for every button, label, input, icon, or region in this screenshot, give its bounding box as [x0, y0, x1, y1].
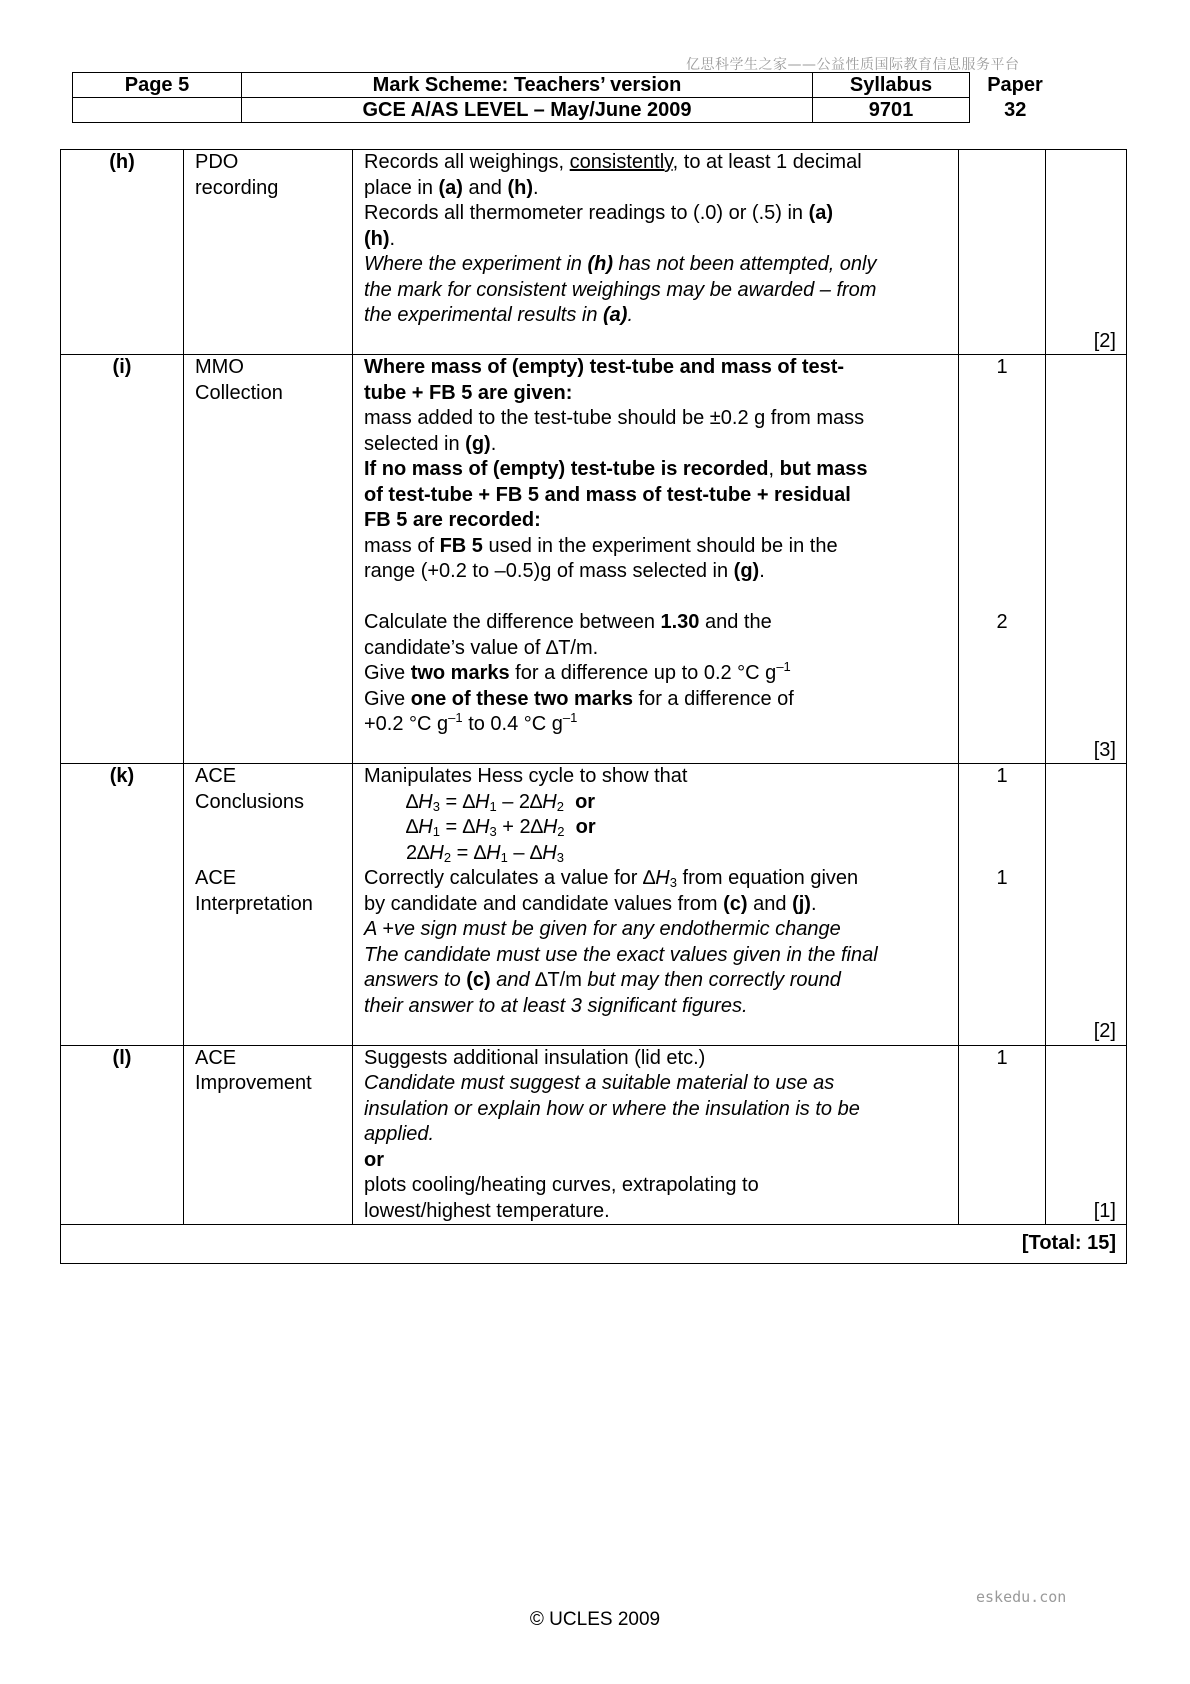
mark-scheme-table	[60, 149, 1127, 1264]
footer-copyright: © UCLES 2009	[529, 1609, 661, 1630]
skill-cell: ACE Improvement	[184, 1045, 353, 1225]
hess-equation-1: $\Delta H_3 = \Delta H_1 - 2\Delta H_2$ or	[406, 790, 596, 814]
mark-cell: 1 1	[959, 764, 1046, 1046]
mark-scheme-text: Suggests additional insulation (lid etc.) Candidate must suggest a suitable material to use as insulation or explain how or where the insulation is to be applied. or plots cooling/heating curves, extrapolating to lowest/highest temperature.	[353, 1045, 959, 1225]
table-row-i	[61, 355, 1127, 764]
watermark-bottom: eskedu.con	[976, 1588, 1067, 1606]
grand-total: [Total: 15]	[61, 1225, 1127, 1264]
mark-cell	[959, 150, 1046, 355]
total-cell: [1]	[1046, 1045, 1127, 1225]
mark-cell: 1	[959, 1045, 1046, 1225]
table-row-h	[61, 150, 1127, 355]
hess-equation-2: $\Delta H_1 = \Delta H_3 + 2\Delta H_2$ or	[406, 816, 596, 839]
part-label: (l)	[61, 1045, 184, 1225]
total-cell: [3]	[1046, 355, 1127, 764]
header-syllabus-label: Syllabus	[813, 73, 970, 98]
skill-cell: ACE Conclusions ACE Interpretation	[184, 764, 353, 1046]
part-label: (k)	[61, 764, 184, 1046]
skill-cell: MMO Collection	[184, 355, 353, 764]
watermark-top: 亿思科学生之家——公益性质国际教育信息服务平台	[686, 57, 1020, 73]
table-row-l	[61, 1045, 1127, 1225]
header-paper-value: 32	[1004, 99, 1027, 121]
total-cell: [2]	[1046, 150, 1127, 355]
header-page: Page 5	[73, 73, 242, 98]
header-paper-label: Paper	[987, 74, 1043, 96]
header-title-2: GCE A/AS LEVEL – May/June 2009	[242, 98, 813, 123]
skill-cell: PDO recording	[184, 150, 353, 355]
hess-equation-3: $2\Delta H_2 = \Delta H_1 - \Delta H_3$	[406, 841, 564, 865]
part-label: (i)	[61, 355, 184, 764]
header-blank	[73, 98, 242, 123]
part-label: (h)	[61, 150, 184, 355]
grand-total-row	[61, 1225, 1127, 1264]
mark-scheme-text: Manipulates Hess cycle to show that $\Delta H_3 = \Delta H_1 - 2\Delta H_2$ or $\Delta H_1 = \Delta H_3 + 2\Delta H_2$ or $2\Delta H_2 = \Delta H_1 - \Delta H_3$ Correctly calculates a value for $\Delta H_3$ from equation given by candidate and candidate values from (c) and (j). A +ve sign must be given for any endothermic change The candidate must use the exact values given in the final answers to (c) and ∆T/m but may then correctly round their answer to at least 3 significant figures.	[353, 764, 959, 1046]
mark-cell: 1 2	[959, 355, 1046, 764]
header-title-1: Mark Scheme: Teachers’ version	[242, 73, 813, 98]
header-table	[72, 72, 1061, 123]
header-syllabus-value: 9701	[813, 98, 970, 123]
mark-scheme-text: Where mass of (empty) test-tube and mass of test- tube + FB 5 are given: mass added to the test-tube should be ±0.2 g from mass selected in (g). If no mass of (empty) test-tube is recorded, but mass of test-tube + FB 5 and mass of test-tube + residual FB 5 are recorded: mass of FB 5 used in the experiment should be in the range (+0.2 to –0.5)g of mass selected in (g). Calculate the difference between 1.30 and the candidate’s value of ∆T/m. Give two marks for a difference up to 0.2 °C $g^{-1}$ Give one of these two marks for a difference of +0.2 °C $g^{-1}$ to 0.4 °C $g^{-1}$	[353, 355, 959, 764]
table-row-k	[61, 764, 1127, 1046]
total-cell: [2]	[1046, 764, 1127, 1046]
mark-scheme-text: Records all weighings, consistently, to at least 1 decimal place in (a) and (h). Records all thermometer readings to (.0) or (.5) in (a) (h). Where the experiment in (h) has not been attempted, only the mark for consistent weighings may be awarded – from the experimental results in (a).	[353, 150, 959, 355]
